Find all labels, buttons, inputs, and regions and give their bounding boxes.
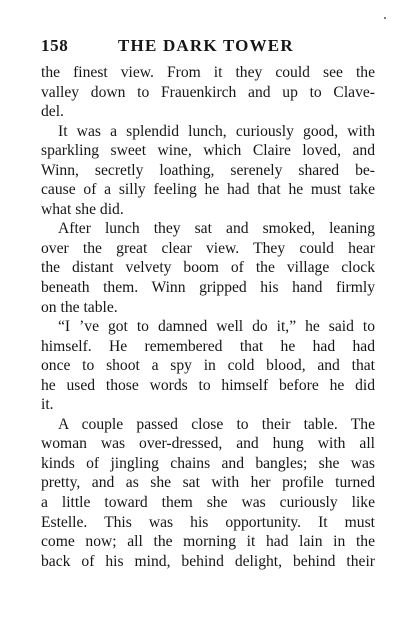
text-line: he used those words to himself before he did [41, 376, 375, 394]
text-line: back of his mind, behind delight, behind their [41, 552, 375, 570]
text-line: himself. He remembered that he had had [41, 337, 375, 355]
text-line: on the table. [41, 298, 118, 316]
page-header [41, 36, 381, 60]
text-line: a little toward them she was curiously like [41, 494, 375, 512]
text-line: beneath them. Winn gripped his hand firmly [41, 279, 375, 297]
running-title: THE DARK TOWER [118, 36, 294, 55]
text-line: come now; all the morning it had lain in the [41, 533, 375, 551]
text-line: sparkling sweet wine, which Claire loved, and [41, 142, 375, 160]
text-line: it. [41, 396, 54, 414]
text-line: Winn, secretly loathing, serenely shared be- [41, 161, 375, 179]
text-line: del. [41, 103, 64, 121]
text-line: kinds of jingling chains and bangles; she was [41, 454, 375, 472]
text-line: “I ’ve got to damned well do it,” he said to [58, 318, 375, 336]
text-line: what she did. [41, 200, 124, 218]
text-line: over the great clear view. They could hear [41, 239, 375, 257]
ink-speck [384, 17, 386, 19]
text-line: valley down to Frauenkirch and up to Clave- [41, 83, 375, 101]
body-text [41, 63, 375, 571]
text-line: pretty, and as she sat with her profile turned [41, 474, 375, 492]
text-line: the finest view. From it they could see the [41, 64, 375, 81]
text-line: the distant velvety boom of the village clock [41, 259, 375, 277]
text-line: A couple passed close to their table. The [58, 415, 375, 433]
text-line: woman was over-dressed, and hung with all [41, 435, 375, 453]
page-number: 158 [41, 36, 69, 55]
text-line: It was a splendid lunch, curiously good, with [58, 122, 375, 140]
text-line: cause of a silly feeling he had that he must take [41, 181, 375, 199]
text-line: Estelle. This was his opportunity. It must [41, 513, 375, 531]
text-line: once to shoot a spy in cold blood, and that [41, 357, 375, 375]
text-line: After lunch they sat and smoked, leaning [58, 220, 375, 238]
